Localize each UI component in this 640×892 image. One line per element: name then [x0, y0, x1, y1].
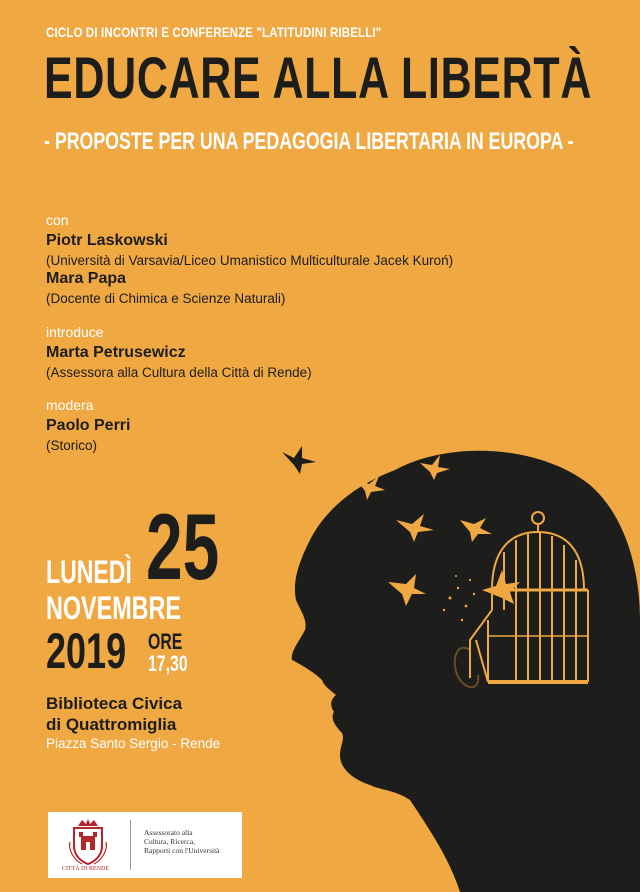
event-time: 17,30 — [148, 651, 188, 676]
speaker-name: Piotr Laskowski — [46, 232, 168, 249]
office-line: Cultura, Ricerca, — [144, 837, 196, 846]
venue-name-line2: di Quattromiglia — [46, 715, 177, 734]
speaker-name: Mara Papa — [46, 270, 127, 287]
venue-address: Piazza Santo Sergio - Rende — [46, 736, 221, 751]
time-label: ORE — [148, 629, 183, 654]
introduce-label: introduce — [46, 324, 104, 340]
office-line: Assessorato alla — [144, 828, 193, 837]
event-year: 2019 — [46, 623, 127, 679]
moderator-affiliation: (Storico) — [46, 438, 98, 453]
introducer-name: Marta Petrusewicz — [46, 344, 186, 361]
city-crest-icon — [68, 818, 108, 866]
speaker-affiliation: (Docente di Chimica e Scienze Naturali) — [46, 291, 286, 306]
footer-logo-box — [48, 812, 242, 878]
event-month: NOVEMBRE — [46, 590, 181, 626]
office-line: Rapporti con l'Università — [144, 846, 220, 855]
introducer-affiliation: (Assessora alla Cultura della Città di Rende) — [46, 365, 312, 380]
event-series-label: CICLO DI INCONTRI E CONFERENZE "LATITUDINI RIBELLI" — [46, 24, 382, 40]
event-weekday: LUNEDÌ — [46, 554, 132, 590]
footer-office-text — [144, 828, 220, 855]
bird-icon — [282, 446, 316, 474]
city-label: CITTÀ DI RENDE — [62, 866, 109, 872]
footer-divider — [130, 820, 131, 870]
event-day: 25 — [146, 494, 220, 599]
venue-name-line1: Biblioteca Civica — [46, 694, 183, 713]
modera-label: modera — [46, 397, 94, 413]
page-title: EDUCARE ALLA LIBERTÀ — [44, 46, 593, 111]
moderator-name: Paolo Perri — [46, 417, 131, 434]
con-label: con — [46, 212, 69, 228]
page-subtitle: - PROPOSTE PER UNA PEDAGOGIA LIBERTARIA IN EUROPA - — [44, 128, 574, 155]
speaker-affiliation: (Università di Varsavia/Liceo Umanistico Multiculturale Jacek Kuroń) — [46, 253, 454, 268]
